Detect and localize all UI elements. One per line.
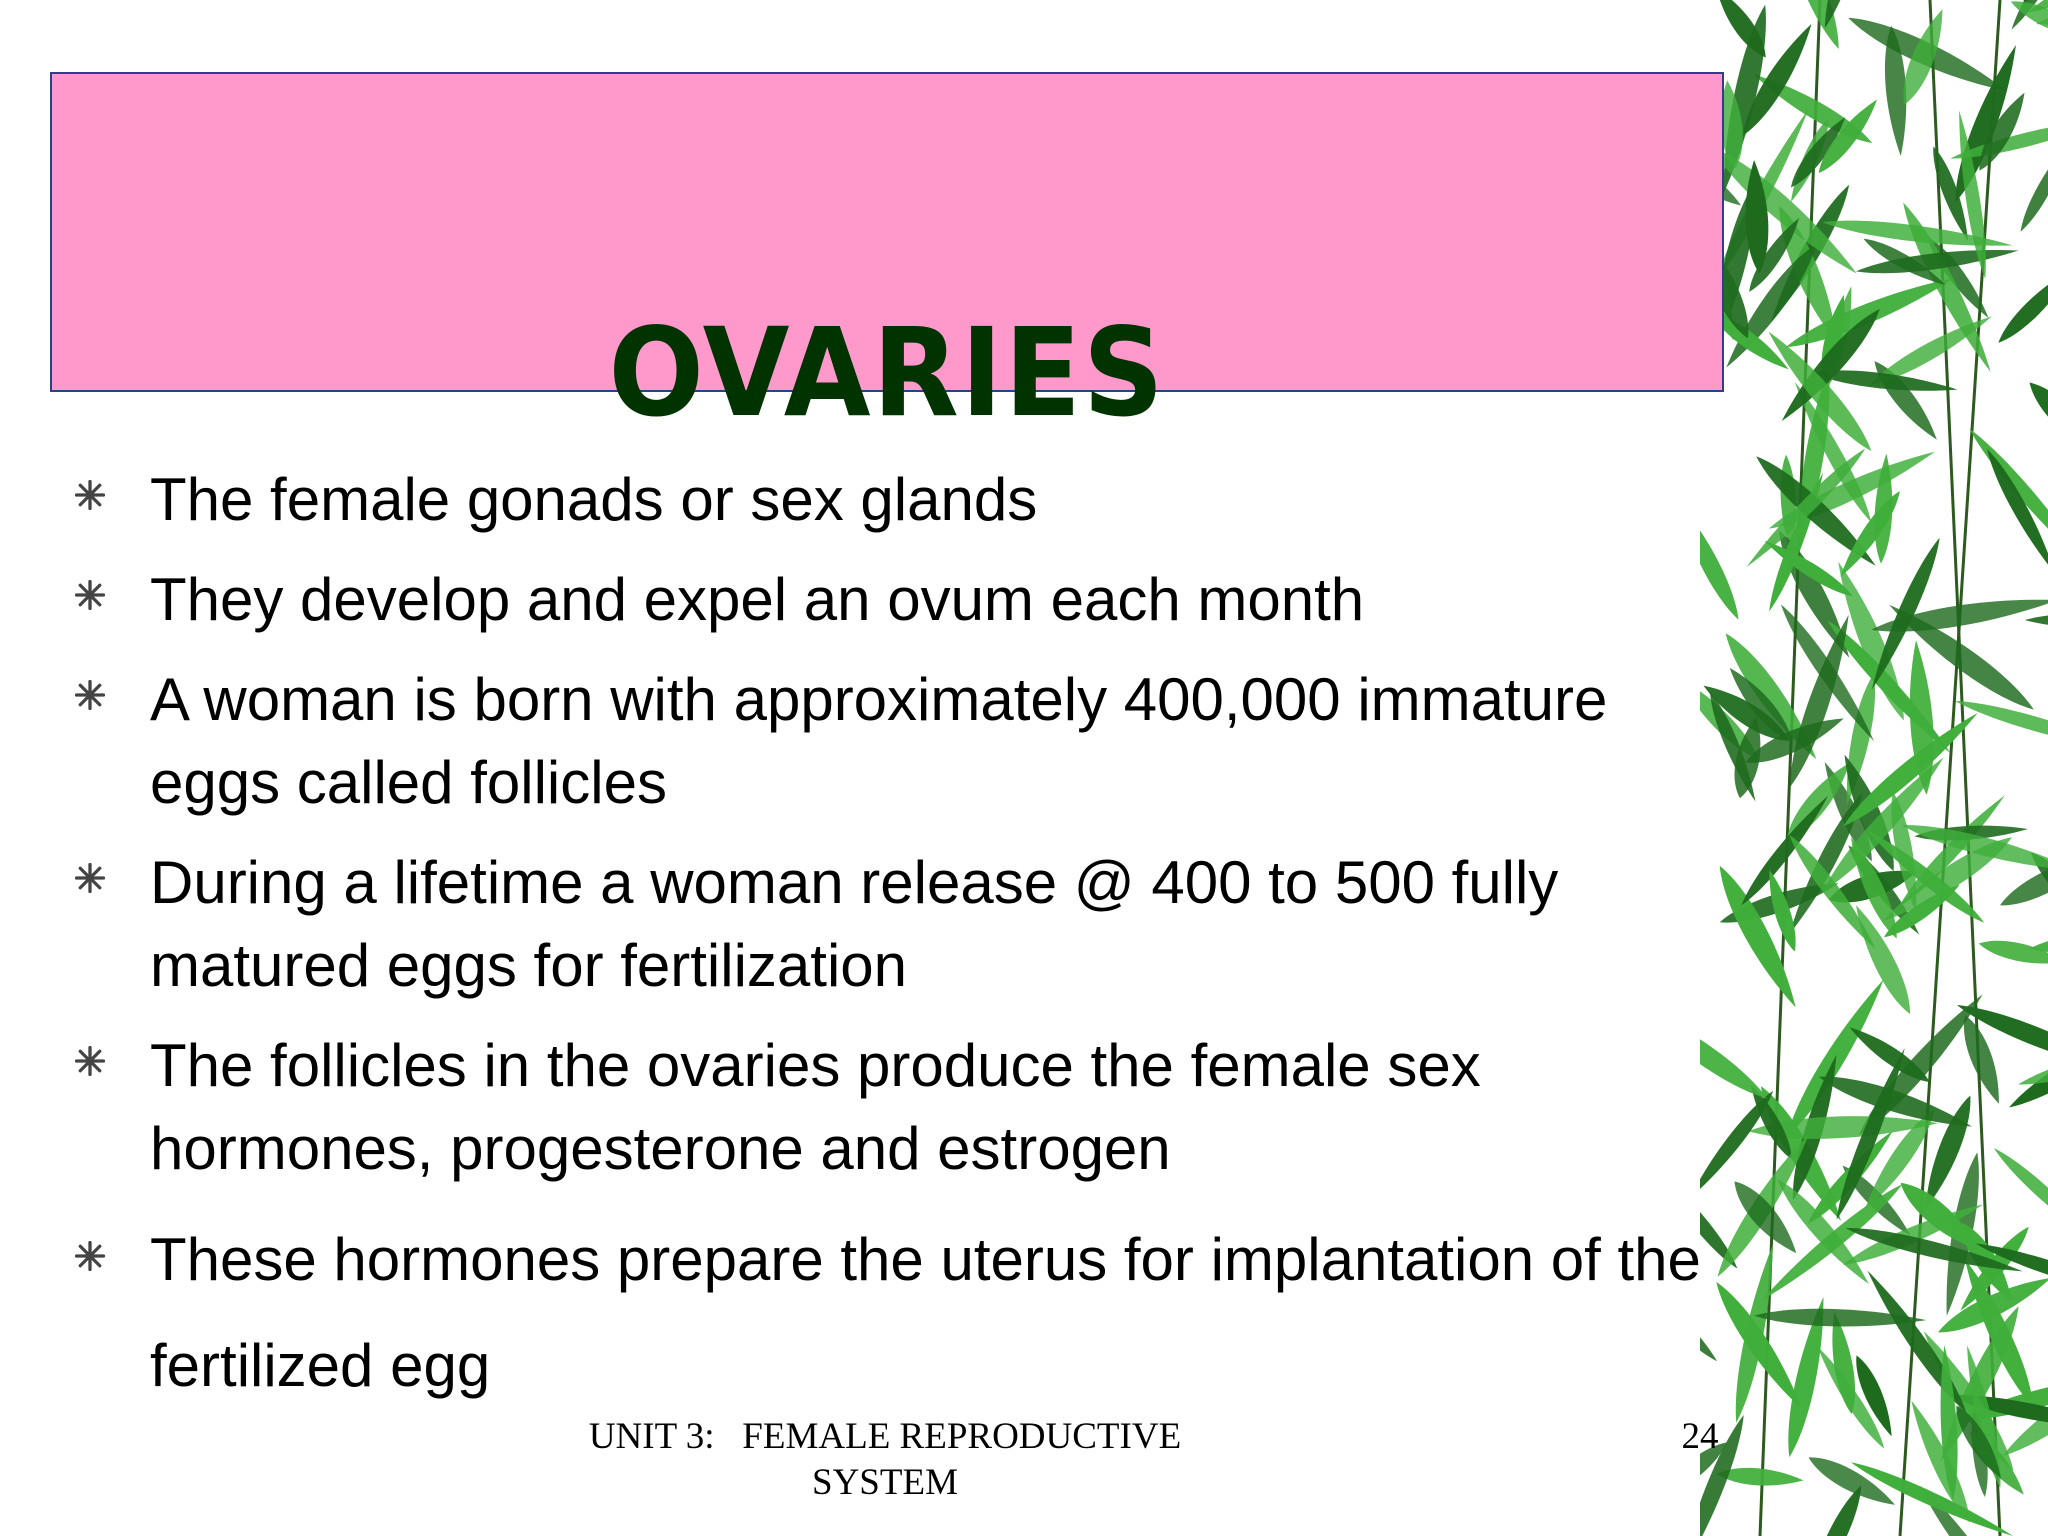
asterisk-bullet-icon [75,1241,105,1271]
bullet-text: The female gonads or sex glands [150,466,1038,533]
bamboo-leaf [2015,136,2048,235]
asterisk-bullet-icon [75,580,105,610]
asterisk-bullet-icon [75,680,105,710]
bullet-item [70,558,1710,641]
bullet-item [70,1024,1710,1190]
bullet-text: They develop and expel an ovum each month [150,566,1365,633]
bullet-item [70,658,1710,824]
bamboo-leaf [2021,374,2048,466]
bullet-text: The follicles in the ovaries produce the female sex hormones, progesterone and estrogen [150,1032,1481,1182]
bullet-text: These hormones prepare the uterus for implantation of the fertilized egg [150,1226,1701,1399]
bamboo-leaf [1977,935,2048,971]
bamboo-leaf [1993,263,2048,349]
asterisk-bullet-icon [75,480,105,510]
bullet-text: During a lifetime a woman release @ 400 to 500 fully matured eggs for fertilization [150,849,1559,999]
title-box [50,72,1724,444]
bullet-item [70,841,1710,1007]
bullet-item [70,458,1710,541]
bamboo-leaf [1953,694,2048,758]
bamboo-leaf [1768,0,1849,53]
asterisk-bullet-icon [75,1046,105,1076]
bamboo-leaf [1964,424,2048,574]
slide-title: OVARIES [608,302,1166,444]
slide-footer: UNIT 3: FEMALE REPRODUCTIVE SYSTEM [588,1416,1191,1503]
bullet-text: A woman is born with approximately 400,000 immature eggs called follicles [150,666,1608,816]
bamboo-leaf [2025,613,2048,629]
bamboo-leaves-decoration [1700,0,2048,1536]
bullet-list [70,458,1710,1436]
asterisk-bullet-icon [75,863,105,893]
page-number: 24 [1681,1416,1719,1457]
bullet-item [70,1207,1710,1419]
